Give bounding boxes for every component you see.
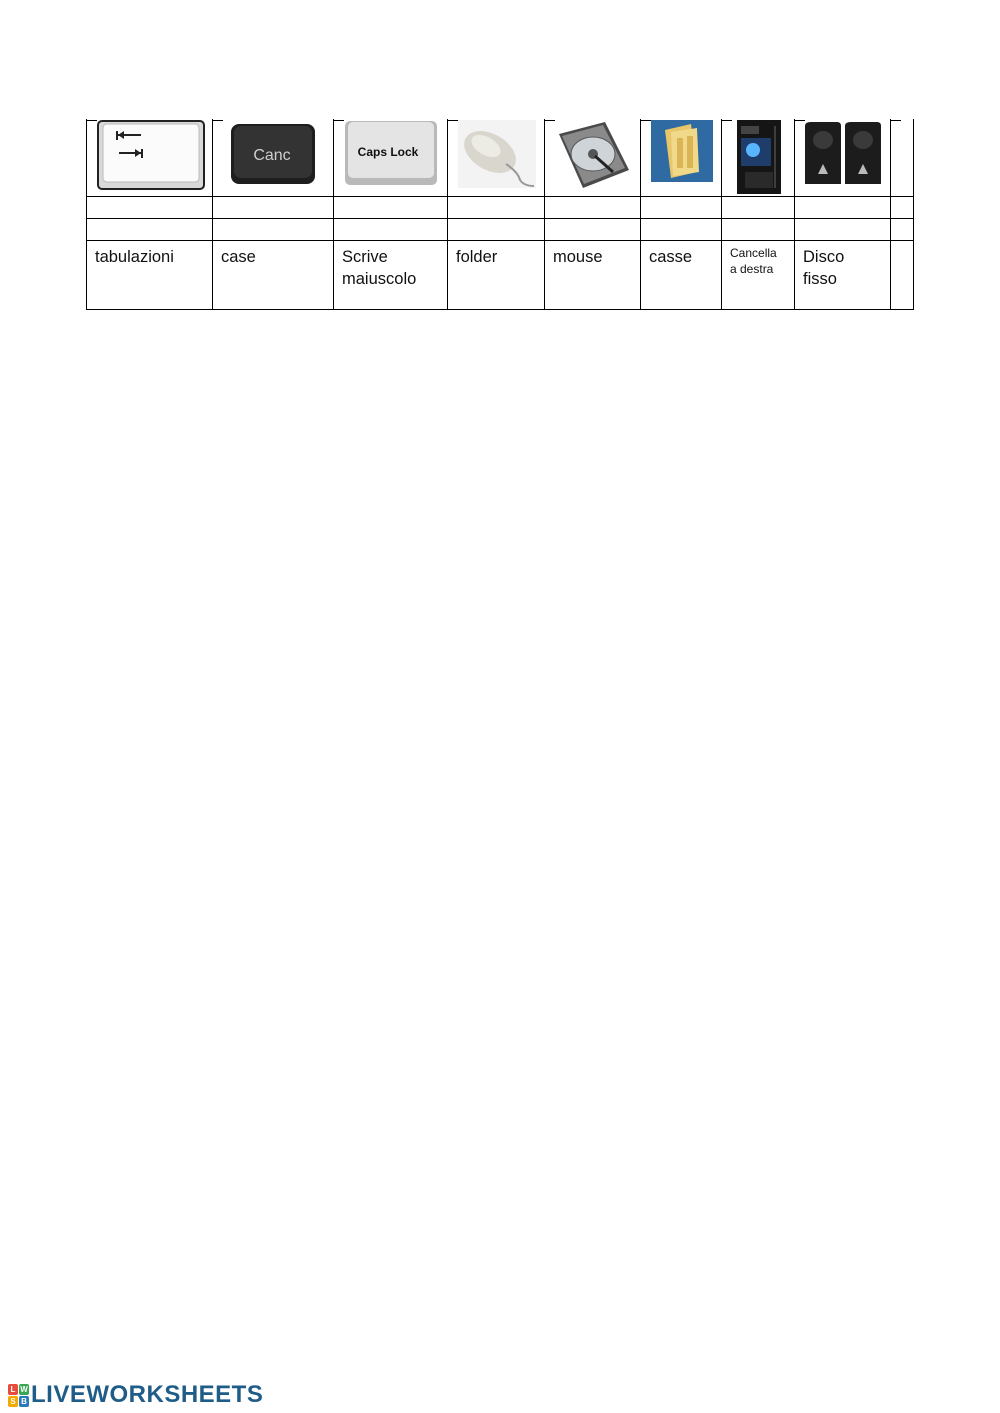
image-cell-caps-lock — [334, 120, 448, 197]
image-cell-hard-disk — [545, 120, 641, 197]
answer-cell[interactable] — [87, 219, 213, 241]
word-tabulazioni: tabulazioni — [95, 248, 174, 266]
answer-cell[interactable] — [334, 219, 448, 241]
caps-lock-key-caption: Caps Lock — [357, 145, 419, 159]
image-cell-tab — [87, 120, 213, 197]
word-row — [87, 241, 914, 310]
answer-cell[interactable] — [641, 219, 722, 241]
answer-cell[interactable] — [448, 197, 545, 219]
image-cell-empty — [891, 120, 914, 197]
answer-cell[interactable] — [722, 197, 795, 219]
answer-row-2 — [87, 219, 914, 241]
answer-cell[interactable] — [891, 219, 914, 241]
word-cell — [213, 241, 334, 310]
mouse-icon — [458, 120, 536, 188]
image-cell-canc — [213, 120, 334, 197]
word-cell — [891, 241, 914, 310]
logo-square: L — [8, 1384, 18, 1395]
answer-cell[interactable] — [641, 197, 722, 219]
logo-square: B — [19, 1396, 29, 1407]
answer-cell[interactable] — [213, 219, 334, 241]
image-cell-computer-case — [722, 120, 795, 197]
logo-text: LIVEWORKSHEETS — [31, 1381, 264, 1408]
word-cell — [545, 241, 641, 310]
folder-icon — [651, 120, 713, 182]
word-casse: casse — [649, 248, 693, 266]
answer-cell[interactable] — [795, 219, 891, 241]
caps-lock-key-icon — [344, 120, 438, 186]
word-cell — [641, 241, 722, 310]
answer-cell[interactable] — [448, 219, 545, 241]
word-folder: folder — [456, 248, 498, 266]
tab-key-icon — [97, 120, 205, 190]
word-mouse: mouse — [553, 248, 603, 266]
answer-cell[interactable] — [334, 197, 448, 219]
answer-cell[interactable] — [545, 197, 641, 219]
canc-key-caption: Canc — [253, 147, 291, 164]
logo-square: S — [8, 1396, 18, 1407]
word-cell — [334, 241, 448, 310]
logo-mark-icon — [8, 1384, 29, 1407]
answer-cell[interactable] — [545, 219, 641, 241]
image-cell-mouse — [448, 120, 545, 197]
liveworksheets-logo[interactable] — [8, 1380, 263, 1410]
hard-disk-icon — [553, 120, 633, 190]
word-scrive-maiuscolo: Scrive maiuscolo — [342, 248, 417, 288]
image-row — [87, 120, 914, 197]
word-disco-fisso: Disco fisso — [803, 248, 845, 288]
answer-row-1 — [87, 197, 914, 219]
word-case: case — [221, 248, 256, 266]
word-cell — [722, 241, 795, 310]
word-cell — [795, 241, 891, 310]
word-empty — [891, 241, 913, 246]
computer-case-icon — [735, 120, 783, 194]
word-cell — [87, 241, 213, 310]
answer-cell[interactable] — [722, 219, 795, 241]
canc-key-icon — [230, 123, 316, 185]
answer-cell[interactable] — [87, 197, 213, 219]
answer-cell[interactable] — [213, 197, 334, 219]
logo-square: W — [20, 1384, 28, 1394]
matching-table — [86, 119, 914, 310]
image-cell-folder — [641, 120, 722, 197]
answer-cell[interactable] — [891, 197, 914, 219]
word-cancella-a-destra: Cancella a destra — [730, 246, 777, 276]
word-cell — [448, 241, 545, 310]
speakers-icon — [803, 120, 883, 186]
answer-cell[interactable] — [795, 197, 891, 219]
image-cell-speakers — [795, 120, 891, 197]
